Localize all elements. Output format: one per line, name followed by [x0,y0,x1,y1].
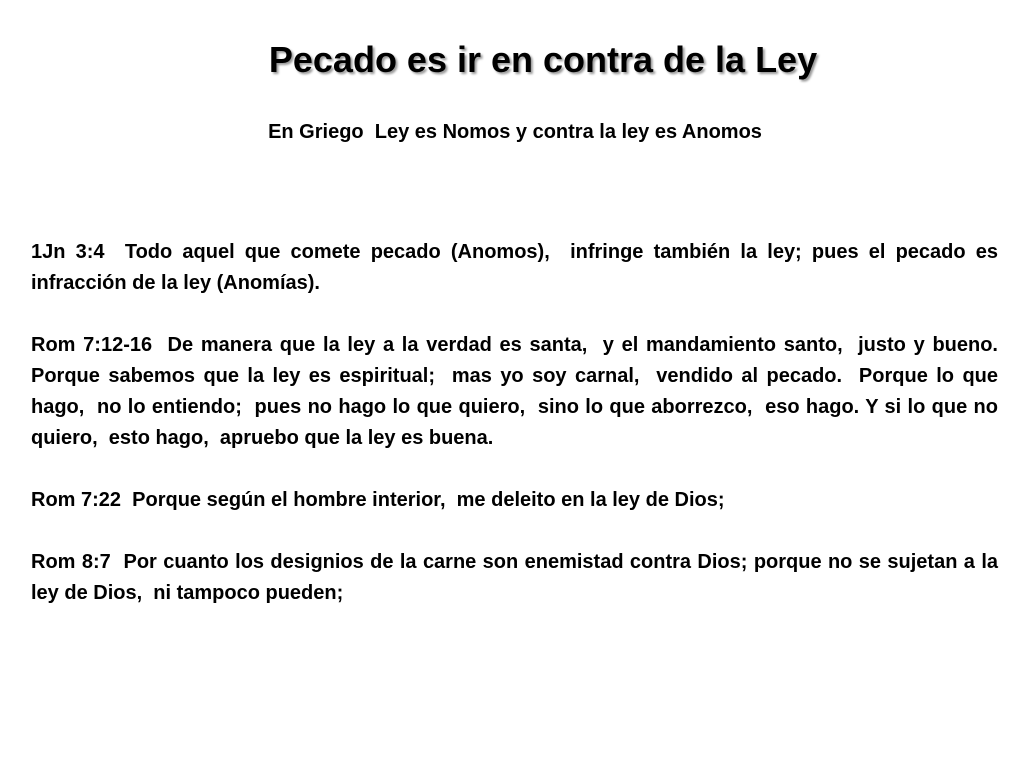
slide-subtitle: En Griego Ley es Nomos y contra la ley es Anomos [268,121,762,143]
scripture-rom-7-22: Rom 7:22 Porque según el hombre interior, me deleito en la ley de Dios; [31,489,725,511]
slide-title: Pecado es ir en contra de la Ley [268,39,818,80]
scripture-list [31,237,1004,609]
scripture-1jn-3-4: 1Jn 3:4 Todo aquel que comete pecado (Anomos), infringe también la ley; pues el pecado es infracción de la ley (Anomías). [31,241,1004,294]
scripture-rom-8-7: Rom 8:7 Por cuanto los designios de la carne son enemistad contra Dios; porque no se sujetan a la ley de Dios, ni tampoco pueden; [31,551,1004,604]
scripture-rom-7-12-16: Rom 7:12-16 De manera que la ley a la verdad es santa, y el mandamiento santo, justo y bueno. Porque sabemos que la ley es espiritual; mas yo soy carnal, vendido al pecado. Porque lo que hago, no lo entiendo; pues no hago lo que quiero, sino lo que aborrezco, eso hago. Y si lo que no quiero, esto hago, apruebo que la ley es buena. [31,334,1004,449]
